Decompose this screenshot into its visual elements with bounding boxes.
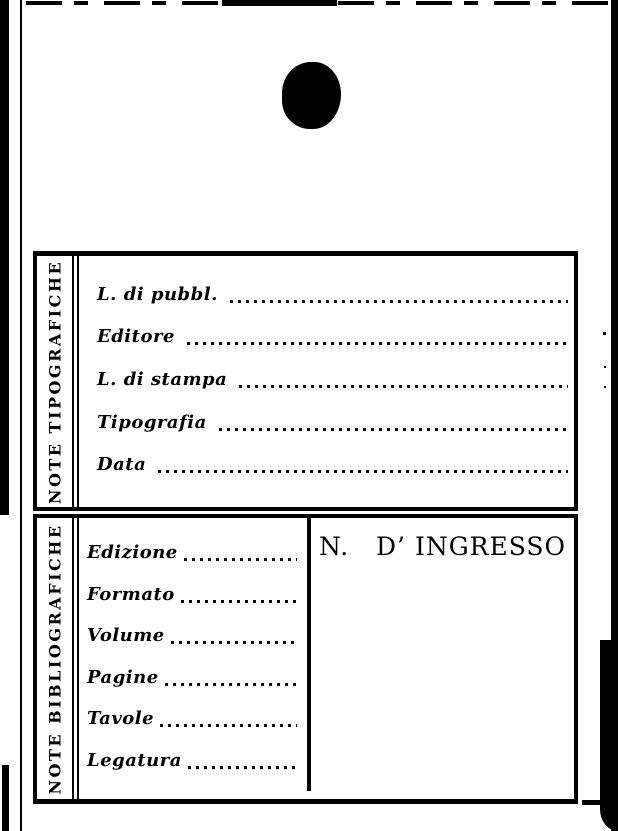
field-label: L. di pubbl. xyxy=(97,283,218,305)
bibliographic-side-column xyxy=(37,518,72,799)
dotted-fill-line xyxy=(160,724,297,727)
field-label: Data xyxy=(97,454,147,476)
field-row-pagine xyxy=(87,667,297,688)
double-rule-divider xyxy=(72,518,79,799)
typographic-side-column xyxy=(37,256,72,507)
hole-punch xyxy=(282,62,341,129)
field-row-tavole xyxy=(87,708,297,729)
typographic-notes-box xyxy=(33,251,578,511)
dotted-fill-line xyxy=(219,428,568,431)
typographic-side-label: NOTE TIPOGRAFICHE xyxy=(45,259,64,504)
field-label: Tavole xyxy=(87,708,155,730)
field-row-volume xyxy=(87,625,297,646)
field-label: Volume xyxy=(87,625,165,647)
dotted-fill-line xyxy=(184,558,297,561)
field-label: Edizione xyxy=(87,542,178,564)
typographic-fields xyxy=(79,256,574,507)
dotted-fill-line xyxy=(158,470,568,473)
bibliographic-notes-box xyxy=(33,514,578,804)
scan-left-band xyxy=(0,0,9,515)
field-row-legatura xyxy=(87,750,297,771)
field-label: Legatura xyxy=(87,749,182,771)
field-label: Formato xyxy=(87,583,175,605)
field-label: Tipografia xyxy=(97,411,207,433)
dotted-fill-line xyxy=(165,683,297,686)
dotted-fill-line xyxy=(188,766,297,769)
dotted-fill-line xyxy=(181,600,297,603)
field-label: Editore xyxy=(97,326,175,348)
field-label: L. di stampa xyxy=(97,368,228,390)
scan-speck xyxy=(604,386,606,388)
field-row-l-di-pubbl xyxy=(97,284,568,305)
dotted-fill-line xyxy=(187,342,568,345)
scan-left-line xyxy=(20,0,22,831)
scan-speck xyxy=(604,366,606,368)
field-row-formato xyxy=(87,584,297,605)
scan-left-band-bottom xyxy=(2,765,9,831)
accession-number-label: N. D’ INGRESSO xyxy=(318,532,567,561)
scan-bottom-border-extension xyxy=(582,800,612,805)
field-label: Pagine xyxy=(87,666,159,688)
dotted-fill-line xyxy=(239,385,568,388)
dotted-fill-line xyxy=(230,300,568,303)
field-row-data xyxy=(97,454,568,475)
field-row-edizione xyxy=(87,542,297,563)
field-row-l-di-stampa xyxy=(97,369,568,390)
bibliographic-fields xyxy=(79,518,307,799)
dotted-fill-line xyxy=(171,641,297,644)
field-row-tipografia xyxy=(97,412,568,433)
scan-speck xyxy=(603,332,606,335)
accession-number-panel xyxy=(311,518,574,799)
field-row-editore xyxy=(97,326,568,347)
bibliographic-side-label: NOTE BIBLIOGRAFICHE xyxy=(45,522,64,795)
double-rule-divider xyxy=(72,256,79,507)
scan-top-edge-solid xyxy=(222,0,337,6)
